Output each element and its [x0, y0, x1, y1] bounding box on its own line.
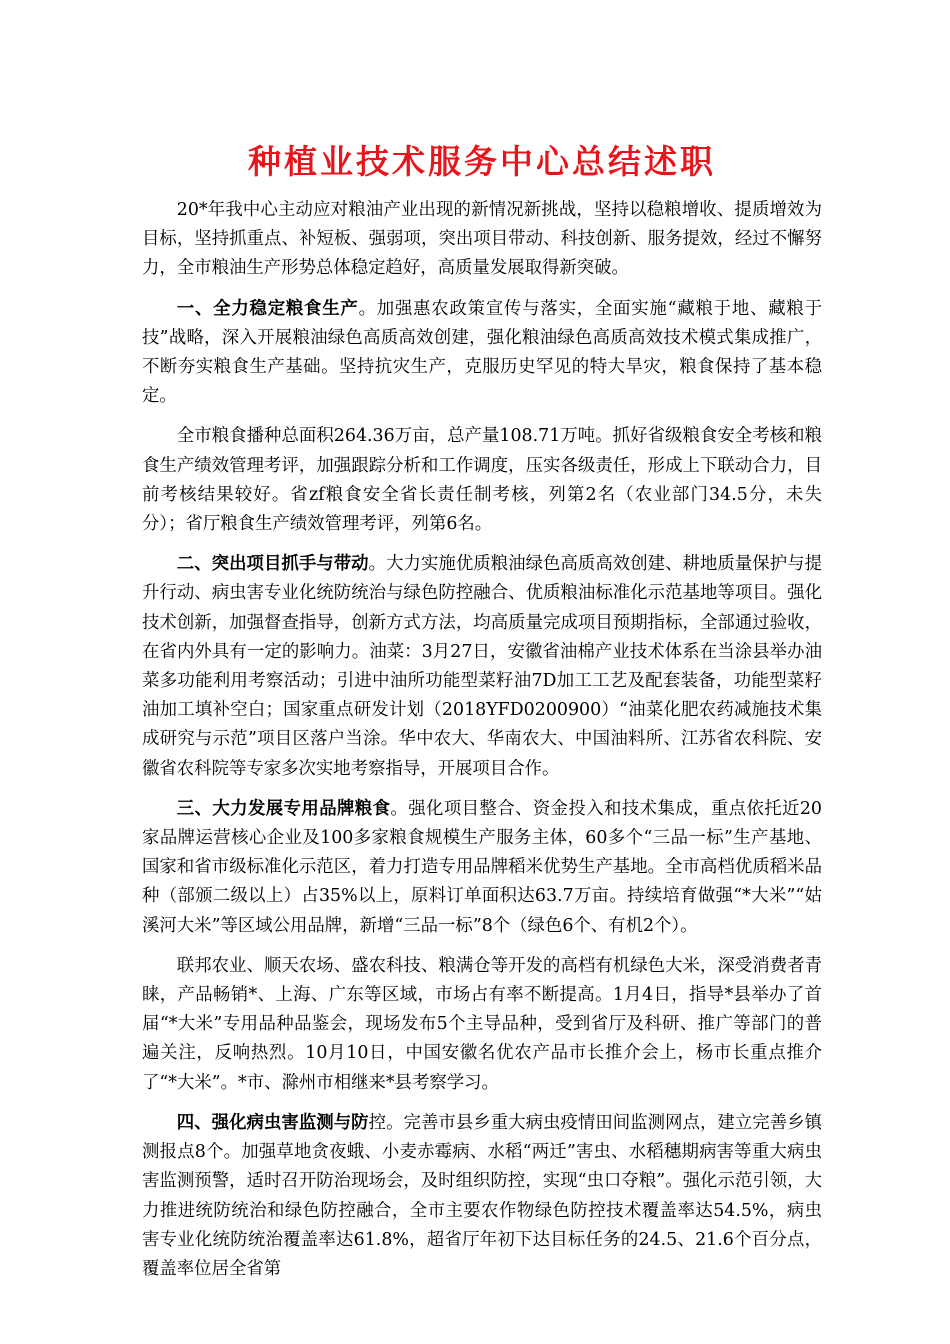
paragraph-section-1-detail [142, 422, 822, 539]
document-title: 种植业技术服务中心总结述职 [248, 142, 716, 181]
paragraph-text: 。强化项目整合、资金投入和技术集成，重点依托近20家品牌运营核心企业及100多家粮食规模生产服务主体，60多个“三品一标”生产基地、国家和省市级标准化示范区，着力打造专用品牌稻米优势生产基地。全市高档优质稻米品种（部颁二级以上）占35%以上，原料订单面积达63.7万亩。持续培育做强“*大米”“姑溪河大米”等区域公用品牌，新增“三品一标”8个（绿色6个、有机2个）。 [142, 798, 822, 936]
section-heading: 四、强化病虫害监测与防 [176, 1112, 369, 1133]
paragraph-section-4 [142, 1109, 822, 1284]
paragraph-section-3-detail [142, 952, 822, 1098]
section-heading: 二、突出项目抓手与带动 [176, 554, 369, 575]
paragraph-section-2 [142, 550, 822, 784]
section-heading: 三、大力发展专用品牌粮食 [176, 798, 391, 819]
paragraph-text: 控。完善市县乡重大病虫疫情田间监测网点，建立完善乡镇测报点8个。加强草地贪夜蛾、小麦赤霉病、水稻“两迁”害虫、水稻穗期病害等重大病虫害监测预警，适时召开防治现场会，及时组织防控，实现“虫口夺粮”。强化示范引领，大力推进统防统治和绿色防控融合，全市主要农作物绿色防控技术覆盖率达54.5%，病虫害专业化统防统治覆盖率达61.8%，超省厅年初下达目标任务的24.5、21.6个百分点，覆盖率位居全省第 [142, 1112, 822, 1279]
paragraph-section-3 [142, 795, 822, 941]
paragraph-text: 20*年我中心主动应对粮油产业出现的新情况新挑战，坚持以稳粮增收、提质增效为目标，坚持抓重点、补短板、强弱项，突出项目带动、科技创新、服务提效，经过不懈努力，全市粮油生产形势总体稳定趋好，高质量发展取得新突破。 [142, 200, 822, 279]
paragraph-text: 。大力实施优质粮油绿色高质高效创建、耕地质量保护与提升行动、病虫害专业化统防统治与绿色防控融合、优质粮油标准化示范基地等项目。强化技术创新，加强督查指导，创新方式方法，均高质量完成项目预期指标，全部通过验收，在省内外具有一定的影响力。油菜：3月27日，安徽省油棉产业技术体系在当涂县举办油菜多功能利用考察活动；引进中油所功能型菜籽油7D加工工艺及配套装备，功能型菜籽油加工填补空白；国家重点研发计划（2018YFD0200900）“油菜化肥农药减施技术集成研究与示范”项目区落户当涂。华中农大、华南农大、中国油料所、江苏省农科院、安徽省农科院等专家多次实地考察指导，开展项目合作。 [142, 554, 822, 779]
section-heading: 一、全力稳定粮食生产 [176, 298, 359, 319]
paragraph-text: 联邦农业、顺天农场、盛农科技、粮满仓等开发的高档有机绿色大米，深受消费者青睐，产品畅销*、上海、广东等区域，市场占有率不断提高。1月4日，指导*县举办了首届“*大米”专用品种品鉴会，现场发布5个主导品种，受到省厅及科研、推广等部门的普遍关注，反响热烈。10月10日，中国安徽名优农产品市长推介会上，杨市长重点推介了“*大米”。*市、滁州市相继来*县考察学习。 [142, 955, 822, 1093]
paragraph-intro [142, 196, 822, 284]
paragraph-text: 全市粮食播种总面积264.36万亩，总产量108.71万吨。抓好省级粮食安全考核和粮食生产绩效管理考评，加强跟踪分析和工作调度，压实各级责任，形成上下联动合力，目前考核结果较好。省zf粮食安全省长责任制考核，列第2名（农业部门34.5分，未失分）；省厅粮食生产绩效管理考评，列第6名。 [142, 426, 822, 535]
paragraph-text: 。加强惠农政策宣传与落实，全面实施“藏粮于地、藏粮于技”战略，深入开展粮油绿色高质高效创建，强化粮油绿色高质高效技术模式集成推广，不断夯实粮食生产基础。坚持抗灾生产，克服历史罕见的特大旱灾，粮食保持了基本稳定。 [142, 298, 822, 407]
paragraph-section-1 [142, 295, 822, 412]
